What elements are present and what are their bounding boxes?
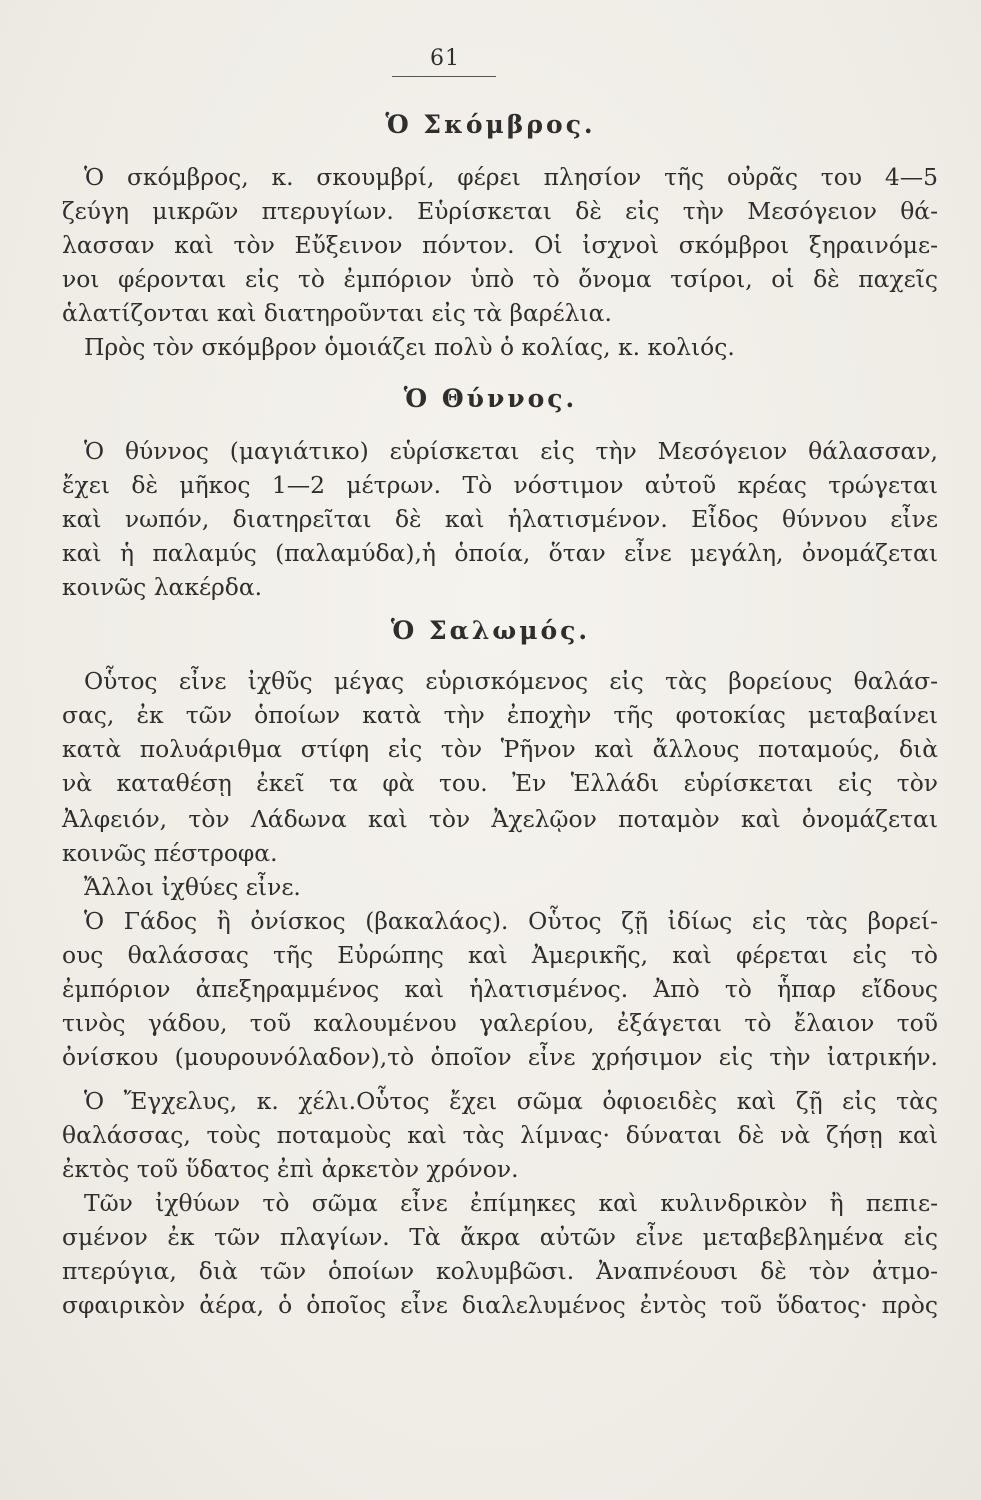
text-line: λασσαν καὶ τὸν Εὔξεινον πόντον. Οἱ ἰσχνοὶ σκόμβροι ξηραινόμε- bbox=[62, 231, 938, 259]
text-line: τινὸς γάδου, τοῦ καλουμένου γαλερίου, ἐξάγεται τὸ ἔλαιον τοῦ bbox=[62, 1009, 938, 1037]
text-line: ἔχει δὲ μῆκος 1—2 μέτρων. Τὸ νόστιμον αὐτοῦ κρέας τρώγεται bbox=[62, 471, 938, 499]
text-line: κοινῶς πέστροφα. bbox=[62, 839, 278, 867]
text-line: Ὁ σκόμβρος, κ. σκουμβρί, φέρει πλησίον τῆς οὐρᾶς του 4—5 bbox=[84, 163, 938, 191]
text-line: νοι φέρονται εἰς τὸ ἐμπόριον ὑπὸ τὸ ὄνομα τσίροι, οἱ δὲ παχεῖς bbox=[62, 265, 938, 293]
text-line: σμένον ἐκ τῶν πλαγίων. Τὰ ἄκρα αὐτῶν εἶνε μεταβεβλημένα εἰς bbox=[62, 1223, 938, 1251]
text-line: θαλάσσας, τοὺς ποταμοὺς καὶ τὰς λίμνας· δύναται δὲ νὰ ζήσῃ καὶ bbox=[62, 1121, 938, 1149]
text-line: Ἄλλοι ἰχθύες εἶνε. bbox=[84, 873, 301, 901]
page-number-rule bbox=[392, 76, 496, 77]
text-line: σας, ἐκ τῶν ὁποίων κατὰ τὴν ἐποχὴν τῆς φοτοκίας μεταβαίνει bbox=[62, 701, 938, 729]
text-line: Ὁ Γάδος ἢ ὀνίσκος (βακαλάος). Οὗτος ζῇ ἰδίως εἰς τὰς βορεί- bbox=[84, 907, 938, 935]
text-line: Ἀλφειόν, τὸν Λάδωνα καὶ τὸν Ἀχελῷον ποταμὸν καὶ ὀνομάζεται bbox=[62, 805, 938, 833]
text-line: κοινῶς λακέρδα. bbox=[62, 573, 263, 601]
section-title-thynnos: Ὁ Θύννος. bbox=[403, 384, 578, 413]
section-title-salomos: Ὁ Σαλωμός. bbox=[390, 616, 591, 645]
text-line: ἁλατίζονται καὶ διατηροῦνται εἰς τὰ βαρέλια. bbox=[62, 299, 612, 327]
page-number: 61 bbox=[430, 46, 460, 71]
text-line: σφαιρικὸν ἀέρα, ὁ ὁποῖος εἶνε διαλελυμένος ἐντὸς τοῦ ὕδατος· πρὸς bbox=[62, 1291, 938, 1319]
text-line: Τῶν ἰχθύων τὸ σῶμα εἶνε ἐπίμηκες καὶ κυλινδρικὸν ἢ πεπιε- bbox=[84, 1189, 938, 1217]
text-line: Πρὸς τὸν σκόμβρον ὁμοιάζει πολὺ ὁ κολίας, κ. κολιός. bbox=[84, 333, 735, 361]
section-title-skombros: Ὁ Σκόμβρος. bbox=[385, 110, 596, 139]
text-line: ζεύγη μικρῶν πτερυγίων. Εὑρίσκεται δὲ εἰς τὴν Μεσόγειον θά- bbox=[62, 197, 938, 225]
text-line: καὶ νωπόν, διατηρεῖται δὲ καὶ ἡλατισμένον. Εἶδος θύννου εἶνε bbox=[62, 505, 938, 533]
text-line: καὶ ἡ παλαμύς (παλαμύδα),ἡ ὁποία, ὅταν εἶνε μεγάλη, ὀνομάζεται bbox=[62, 539, 938, 567]
text-line: Οὗτος εἶνε ἰχθῦς μέγας εὑρισκόμενος εἰς τὰς βορείους θαλάσ- bbox=[84, 667, 938, 695]
text-line: νὰ καταθέσῃ ἐκεῖ τα φὰ του. Ἐν Ἑλλάδι εὑρίσκεται εἰς τὸν bbox=[62, 769, 938, 797]
text-line: ἐκτὸς τοῦ ὕδατος ἐπὶ ἀρκετὸν χρόνον. bbox=[62, 1155, 519, 1183]
text-line: ὀνίσκου (μουρουνόλαδον),τὸ ὁποῖον εἶνε χρήσιμον εἰς τὴν ἰατρικήν. bbox=[62, 1043, 938, 1071]
text-line: κατὰ πολυάριθμα στίφη εἰς τὸν Ῥῆνον καὶ ἄλλους ποταμούς, διὰ bbox=[62, 735, 938, 763]
text-line: Ὁ θύννος (μαγιάτικο) εὑρίσκεται εἰς τὴν Μεσόγειον θάλασσαν, bbox=[84, 437, 938, 465]
text-line: Ὁ Ἔγχελυς, κ. χέλι.Οὗτος ἔχει σῶμα ὀφιοειδὲς καὶ ζῇ εἰς τὰς bbox=[84, 1087, 938, 1115]
text-line: ἐμπόριον ἀπεξηραμμένος καὶ ἡλατισμένος. Ἀπὸ τὸ ἧπαρ εἴδους bbox=[62, 975, 938, 1003]
text-line: πτερύγια, διὰ τῶν ὁποίων κολυμβῶσι. Ἀναπνέουσι δὲ τὸν ἀτμο- bbox=[62, 1257, 938, 1285]
text-line: ους θαλάσσας τῆς Εὐρώπης καὶ Ἀμερικῆς, καὶ φέρεται εἰς τὸ bbox=[62, 941, 938, 969]
